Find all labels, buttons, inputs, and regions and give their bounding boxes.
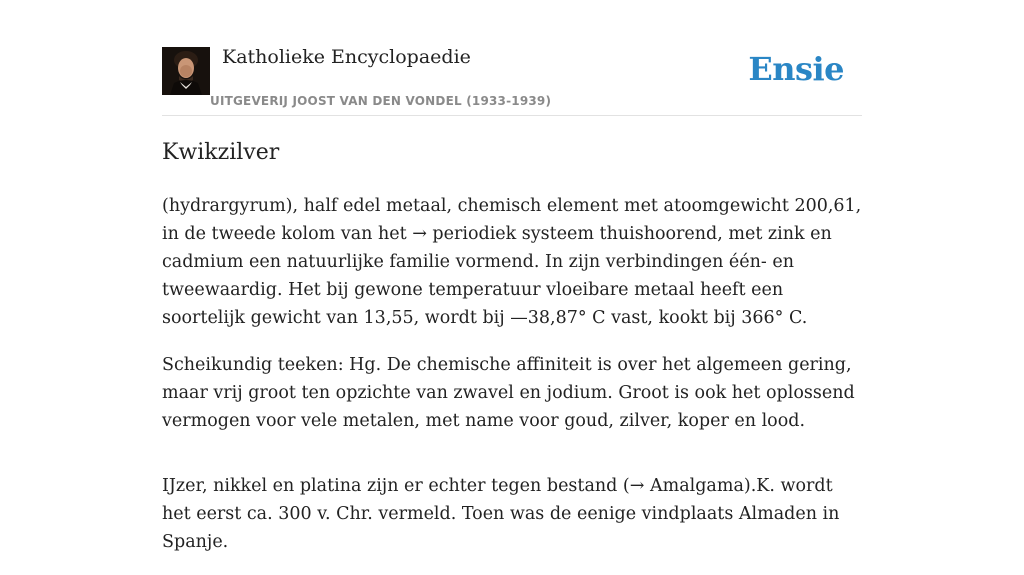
source-header: [162, 40, 862, 116]
portrait-avatar[interactable]: [162, 47, 210, 95]
ensie-logo[interactable]: Ensie: [748, 50, 844, 88]
article-title: Kwikzilver: [162, 140, 280, 165]
paragraph-1: (hydrargyrum), half edel metaal, chemisch element met atoomgewicht 200,61, in de tweede kolom van het → periodiek systeem thuishoorend, met zink en cadmium een natuurlijke familie vormend. In zijn verbindingen één- en tweewaardig. Het bij gewone temperatuur vloeibare metaal heeft een soortelijk gewicht van 13,55, wordt bij —38,87° C vast, kookt bij 366° C.: [162, 196, 862, 328]
source-title[interactable]: Katholieke Encyclopaedie: [222, 46, 471, 68]
portrait-icon: [162, 47, 210, 95]
article-body: [162, 192, 862, 575]
paragraph-3: IJzer, nikkel en platina zijn er echter tegen bestand (→ Amalgama).K. wordt het eerst ca. 300 v. Chr. vermeld. Toen was de eenige vindplaats Almaden in Spanje.: [162, 476, 840, 552]
paragraph-2: Scheikundig teeken: Hg. De chemische affiniteit is over het algemeen gering, maar vrij groot ten opzichte van zwavel en jodium. Groot is ook het oplossend vermogen voor vele metalen, met name voor goud, zilver, koper en lood.: [162, 355, 855, 431]
publisher-label: UITGEVERIJ JOOST VAN DEN VONDEL (1933-1939): [210, 94, 552, 108]
